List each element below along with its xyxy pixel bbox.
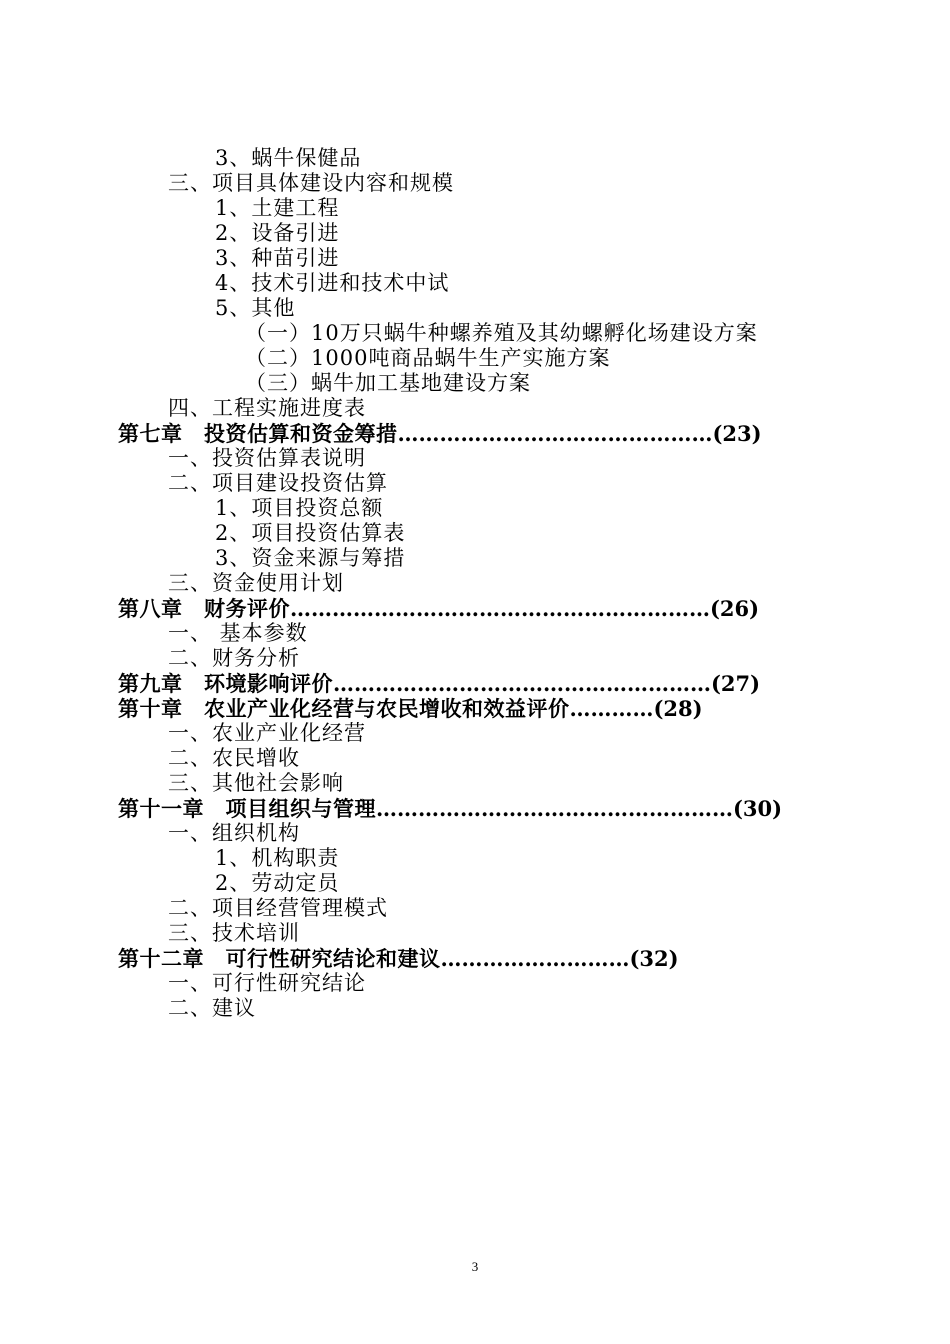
toc-entry-title: 第八章 财务评价 [118,596,290,621]
toc-entry [168,996,256,1021]
toc-entry [168,621,308,646]
toc-entry-title: 二、项目经营管理模式 [168,896,388,920]
toc-entry-title: 4、技术引进和技术中试 [215,271,450,295]
toc-entry-title: 第十二章 可行性研究结论和建议 [118,946,441,971]
toc-entry-title: 3、蜗牛保健品 [215,146,362,170]
toc-entry [168,921,300,946]
toc-entry-title: （一）10万只蜗牛种螺养殖及其幼螺孵化场建设方案 [245,321,758,345]
toc-entry-title: 2、项目投资估算表 [215,521,406,545]
page-number: 3 [471,1259,479,1274]
toc-entry [245,371,531,396]
toc-entry [215,546,405,571]
toc-entry-title: 5、其他 [215,296,296,320]
toc-entry-title: 一、 基本参数 [168,621,308,645]
toc-entry-title: 一、可行性研究结论 [168,971,366,995]
toc-entry [215,196,339,221]
toc-entry [215,871,339,896]
toc-page-ref: (26) [710,596,760,621]
toc-entry [168,171,454,196]
toc-entry-title: 三、其他社会影响 [168,771,344,795]
toc-entry [168,471,388,496]
toc-entry [215,846,339,871]
toc-chapter-entry [118,796,782,821]
toc-entry [168,571,344,596]
toc-entry [168,771,344,796]
toc-entry-title: 3、种苗引进 [215,246,340,270]
toc-entry-title: 一、组织机构 [168,821,300,845]
toc-entry-title: 二、农民增收 [168,746,300,770]
toc-entry-title: 三、技术培训 [168,921,300,945]
toc-entry-title: 一、农业产业化经营 [168,721,366,745]
toc-page-ref: (23) [712,421,762,446]
toc-entry-title: （三）蜗牛加工基地建设方案 [245,371,531,395]
toc-entry [168,396,366,421]
toc-entry [168,646,300,671]
toc-entry [215,146,361,171]
toc-entry-title: 1、土建工程 [215,196,340,220]
toc-leader-dots: ……………………………………………… [333,671,711,696]
toc-entry-title: 第九章 环境影响评价 [118,671,333,696]
toc-leader-dots: …………………………………………………… [290,596,710,621]
toc-entry [168,971,366,996]
toc-entry-title: 第十章 农业产业化经营与农民增收和效益评价 [118,696,570,721]
toc-entry-title: 二、建议 [168,996,256,1020]
toc-entry [215,271,449,296]
toc-entry-title: 四、工程实施进度表 [168,396,366,420]
toc-entry [168,896,388,921]
toc-entry-title: 3、资金来源与筹措 [215,546,406,570]
toc-entry-title: 第七章 投资估算和资金筹措 [118,421,398,446]
toc-entry [215,521,405,546]
toc-entry [245,321,758,346]
toc-entry [245,346,610,371]
toc-chapter-entry [118,696,703,721]
toc-page-ref: (28) [653,696,703,721]
toc-entry [215,221,339,246]
toc-entry [168,746,300,771]
toc-entry-title: 1、机构职责 [215,846,340,870]
toc-entry-title: （二）1000吨商品蜗牛生产实施方案 [245,346,611,370]
toc-entry [215,296,295,321]
toc-entry-title: 第十一章 项目组织与管理 [118,796,376,821]
toc-entry-title: 一、投资估算表说明 [168,446,366,470]
toc-entry-title: 2、设备引进 [215,221,340,245]
toc-entry-title: 二、项目建设投资估算 [168,471,388,495]
toc-chapter-entry [118,596,759,621]
toc-leader-dots: ……………………………………… [397,421,713,446]
toc-entry [168,721,366,746]
toc-entry [215,246,339,271]
toc-leader-dots: …………………………………………… [376,796,733,821]
toc-entry-title: 二、财务分析 [168,646,300,670]
toc-page-ref: (30) [733,796,783,821]
toc-leader-dots: ……………………… [440,946,630,971]
toc-entry [215,496,383,521]
toc-page-ref: (27) [711,671,761,696]
toc-chapter-entry [118,421,762,446]
toc-page-ref: (32) [629,946,679,971]
toc-entry [168,446,366,471]
toc-chapter-entry [118,671,760,696]
toc-entry-title: 三、资金使用计划 [168,571,344,595]
toc-entry [168,821,300,846]
toc-entry-title: 1、项目投资总额 [215,496,384,520]
toc-chapter-entry [118,946,679,971]
toc-leader-dots: ………… [569,696,654,721]
toc-entry-title: 三、项目具体建设内容和规模 [168,171,454,195]
toc-entry-title: 2、劳动定员 [215,871,340,895]
